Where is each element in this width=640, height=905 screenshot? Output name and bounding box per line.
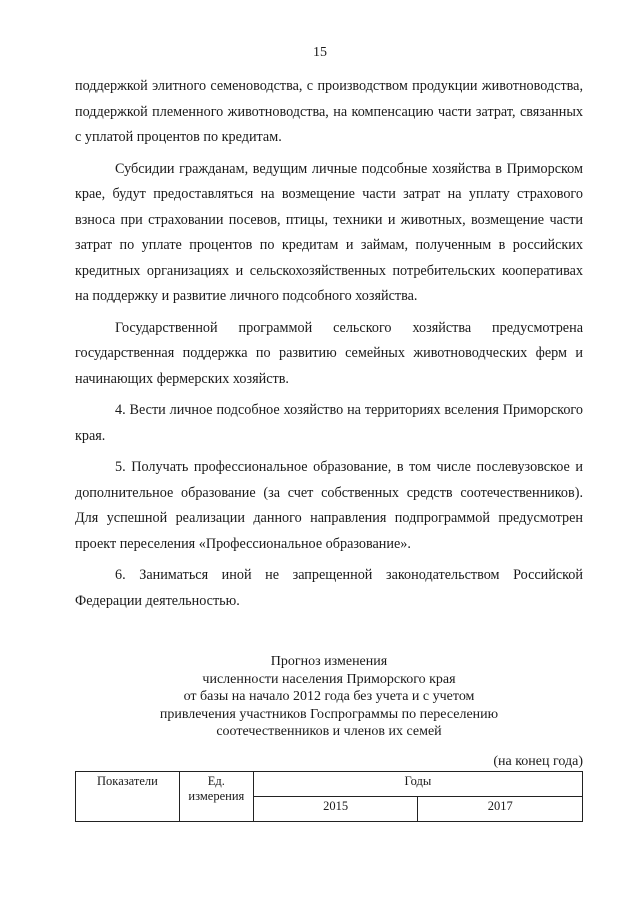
header-indicators: Показатели — [76, 772, 180, 822]
section-title-line: от базы на начало 2012 года без учета и с учетом — [183, 689, 475, 705]
paragraph: поддержкой элитного семеноводства, с производством продукции животноводства, поддержкой племенного животноводства, на компенсацию части затрат, связанных с уплатой процентов по кредитам. — [75, 78, 583, 145]
paragraph: 6. Заниматься иной не запрещенной законодательством Российской Федерации деятельностью. — [75, 567, 583, 609]
paragraph: 4. Вести личное подсобное хозяйство на территориях вселения Приморского края. — [75, 402, 583, 444]
table-header-row — [76, 772, 583, 797]
header-years: Годы — [253, 772, 582, 797]
header-unit: Ед. измерения — [179, 772, 253, 822]
section-title-line: Прогноз изменения — [270, 654, 388, 669]
header-year: 2017 — [418, 797, 583, 822]
document-body — [75, 74, 583, 614]
forecast-table — [75, 771, 583, 822]
header-year: 2015 — [253, 797, 418, 822]
section-title — [75, 653, 583, 741]
paragraph: Государственной программой сельского хозяйства предусмотрена государственная поддержка по развитию семейных животноводческих ферм и начинающих фермерских хозяйств. — [75, 319, 583, 387]
page-number: 15 — [313, 45, 327, 60]
table-note: (на конец года) — [493, 754, 583, 769]
section-title-line: привлечения участников Госпрограммы по переселению — [159, 706, 499, 722]
paragraph: Субсидии гражданам, ведущим личные подсобные хозяйства в Приморском крае, будут предоставляться на возмещение части затрат на уплату страхового взноса при страховании посевов, птицы, техники и животных, возмещение части затрат по уплате процентов по кредитам и займам, полученным в российских кредитных организациях и сельскохозяйственных потребительских кооперативах на поддержку и развитие личного подсобного хозяйства. — [75, 160, 583, 304]
section-title-line: соотечественников и членов их семей — [216, 724, 442, 740]
paragraph: 5. Получать профессиональное образование, в том числе послевузовское и дополнительное образование (за счет собственных средств соотечественников). Для успешной реализации данного направления подпрограммой предусмотрен проект переселения «Профессиональное образование». — [75, 459, 583, 552]
section-title-line: численности населения Приморского края — [202, 671, 456, 687]
